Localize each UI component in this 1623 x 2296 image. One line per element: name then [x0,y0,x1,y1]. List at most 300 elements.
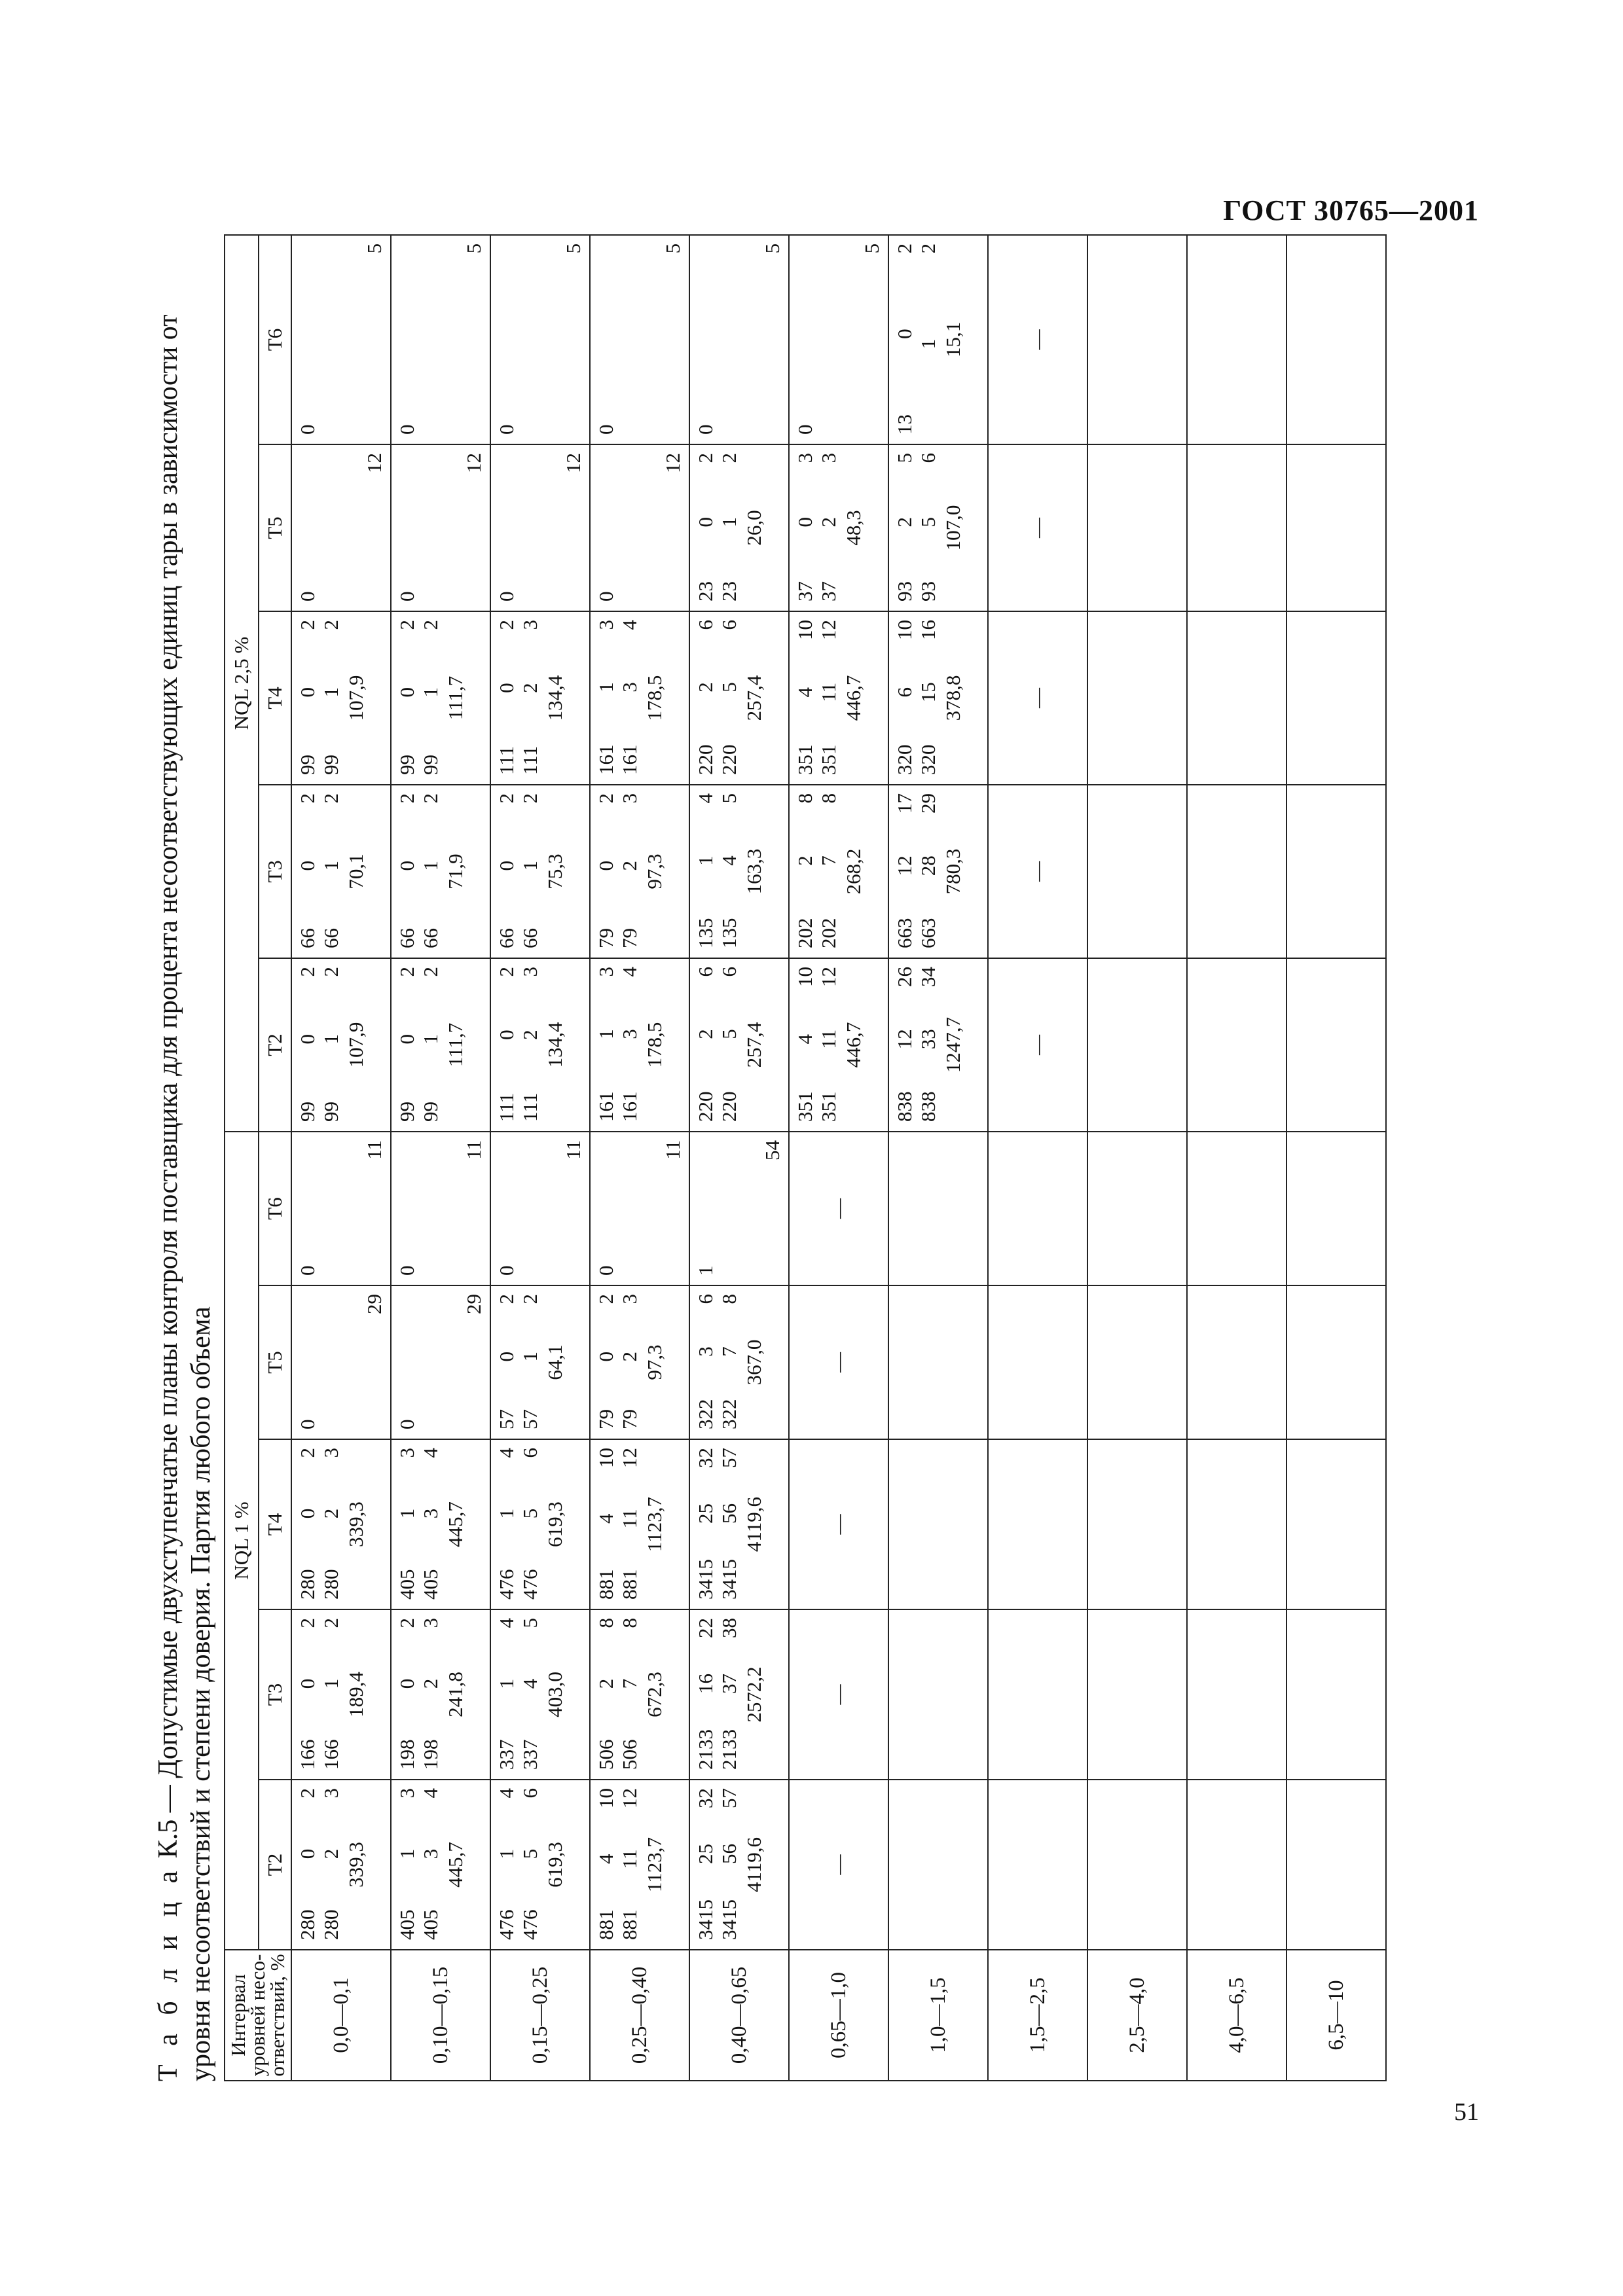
plan-value: 198 [419,1739,442,1770]
plan-value: 2 [594,1678,617,1689]
plan-cell [1087,1609,1187,1780]
plan-value: 0 [793,424,816,435]
plan-control-value: 26,0 [742,510,765,546]
plan-value: 5 [718,682,740,692]
no-plan-dash: — [827,1854,850,1875]
plan-value: 5 [519,1848,541,1859]
first-stage-line [495,1618,517,1770]
plan-cell [590,1609,689,1780]
plan-value: 1 [718,516,740,528]
plan-value: 2 [419,1678,442,1689]
plan-control-value: 64,1 [543,1344,566,1380]
first-stage-line [594,1294,617,1429]
plan-value: 11 [618,1509,641,1529]
plan-cell [888,1609,988,1780]
plan-value: 11 [817,1029,840,1049]
plan-value: 838 [893,1091,916,1122]
plan-value: 4 [718,855,740,866]
plan-value: 7 [618,1678,641,1689]
second-stage-line [519,1618,541,1770]
plan-value: 2 [618,860,641,871]
plan-value: 280 [296,1909,319,1940]
first-stage-line [594,1788,617,1940]
plan-value: 3 [395,1788,418,1799]
first-stage-line [893,620,915,775]
first-stage-line [694,1294,716,1429]
plan-value: 11 [363,1139,386,1160]
plan-value: 166 [319,1739,342,1770]
plan-cell [590,1132,689,1285]
sampling-plan [790,785,888,958]
plan-value: 3 [594,619,617,630]
plan-value: 16 [917,619,939,640]
plan-value: 34 [917,966,939,987]
plan-value: 28 [917,855,939,876]
sampling-plan [491,1780,589,1949]
plan-value: 5 [519,1508,541,1519]
plan-value: 405 [419,1569,442,1600]
plan-cell [391,785,490,958]
plan-value: 2 [694,682,717,692]
plan-value: 3415 [718,1559,740,1600]
first-stage-line [296,967,318,1122]
plan-cell [789,444,888,611]
plan-control-value: 15,1 [941,321,964,358]
plan-cell [490,444,590,611]
plan-value: 11 [661,1139,684,1160]
sampling-plan [292,1780,390,1949]
plan-value: 79 [594,1409,617,1429]
plan-cell [789,1132,888,1285]
plan-value: 111 [519,745,541,775]
plan-value: 1 [395,1848,418,1859]
first-stage-line [694,1788,716,1940]
plan-value: 2 [519,793,541,804]
plan-value: 10 [594,1448,617,1468]
plan-value: 8 [817,793,840,804]
plan-value: 12 [817,966,840,987]
plan-value: 4 [594,1513,617,1524]
plan-value: 2 [296,793,319,804]
plan-control-value: 70,1 [344,853,367,889]
plan-value: 166 [296,1739,319,1770]
second-stage-line [419,967,441,1122]
plan-value: 4 [419,1788,442,1799]
plan-value: 2 [395,966,418,977]
plan-value: 1 [419,1033,442,1045]
plan-value: 23 [694,581,717,601]
second-stage-line [618,1294,640,1429]
plan-value: 881 [594,1569,617,1600]
first-stage-line [694,1618,716,1770]
plan-value: 337 [519,1739,541,1770]
plan-value: 12 [893,855,916,876]
plan-cell [1286,785,1386,958]
plan-value: 111 [495,1092,518,1122]
sampling-plan [491,445,589,611]
plan-control-value: 189,4 [344,1672,367,1717]
plan-control-value: 257,4 [742,1022,765,1068]
plan-value: 5 [363,243,386,254]
sampling-plan [491,612,589,784]
no-plan-dash: — [827,1684,850,1705]
plan-control-value: 107,9 [344,1022,367,1068]
plan-value: 3 [419,1508,442,1519]
plan-value: 2 [495,1294,518,1304]
plan-value: 3 [419,1618,442,1628]
plan-value: 3 [519,966,541,977]
plan-value: 99 [319,1101,342,1122]
plan-value: 2 [296,619,319,630]
second-stage-line [519,620,541,775]
plan-value: 161 [594,744,617,775]
sampling-plan [491,1610,589,1779]
second-stage-line [917,453,939,601]
plan-value: 79 [618,927,641,948]
plan-value: 3 [618,1294,641,1304]
plan-cell [1187,611,1286,785]
second-stage-line [718,1788,740,1940]
sampling-plan [292,1286,390,1439]
plan-cell [1187,1609,1286,1780]
second-stage-line [319,1618,342,1770]
plan-value: 2 [817,516,840,528]
plan-value: 37 [718,1674,740,1694]
plan-value: 0 [594,1352,617,1362]
plan-value: 23 [718,581,740,601]
second-stage-line [618,793,640,948]
sampling-plan [690,236,788,444]
plan-value: 0 [395,1033,418,1045]
plan-cell [689,1780,789,1950]
plan-value: 6 [519,1448,541,1458]
plan-value: 2 [594,793,617,804]
plan-cell [590,611,689,785]
plan-control-value: 1123,7 [643,1837,666,1893]
plan-value: 1 [319,1033,342,1045]
plan-control-value: 111,7 [444,1022,467,1067]
plan-value: 56 [718,1503,740,1524]
plan-value: 0 [694,516,717,528]
plan-value: 351 [793,1091,816,1122]
plan-value: 3 [419,1848,442,1859]
plan-value: 11 [817,682,840,702]
table-row [590,235,689,2081]
plan-cell [291,1609,391,1780]
plan-value: 93 [893,581,916,601]
plan-value: 320 [917,744,939,775]
first-stage-line [793,620,816,775]
plan-value: 99 [296,1101,319,1122]
sampling-plan [292,1440,390,1609]
plan-cell [689,1609,789,1780]
second-stage-line [319,620,342,775]
interval-cell: 4,0—6,5 [1187,1950,1286,2081]
plan-value: 5 [761,243,784,254]
table-row [988,235,1087,2081]
no-plan-dash: — [827,1514,850,1535]
first-stage-line [594,1448,617,1600]
plan-value: 6 [694,966,717,977]
no-plan-dash: — [1026,687,1049,708]
first-stage-line [296,1448,318,1600]
plan-value: 6 [718,966,740,977]
plan-value: 0 [296,860,319,871]
plan-value: 2 [519,683,541,693]
plan-value: 1 [694,1265,717,1276]
plan-value: 0 [495,1265,518,1276]
plan-cell [391,1439,490,1609]
table-row [391,235,490,2081]
plan-value: 2 [319,793,342,804]
plan-value: 6 [519,1788,541,1799]
plan-control-value: 4119,6 [742,1496,765,1552]
second-stage-line [319,967,342,1122]
plan-value: 3415 [694,1899,717,1940]
sampling-plan [591,236,689,444]
plan-value: 881 [618,1909,641,1940]
plan-cell [590,235,689,444]
no-plan-dash: — [1026,329,1049,350]
plan-value: 351 [817,1091,840,1122]
plan-control-value: 134,4 [543,675,566,721]
second-stage-line [519,1788,541,1940]
plan-value: 405 [395,1909,418,1940]
plan-value: 2 [296,966,319,977]
plan-value: 5 [462,243,485,254]
plan-value: 220 [718,744,740,775]
plan-value: 4 [618,619,641,630]
plan-cell [1187,958,1286,1132]
sampling-plan [690,1286,788,1439]
second-stage-line [718,967,740,1122]
plan-control-value: 619,3 [543,1842,566,1888]
first-stage-line [694,453,716,601]
plan-cell [490,235,590,444]
plan-value: 1 [319,1678,342,1689]
plan-value: 1 [594,1029,617,1039]
plan-value: 1 [495,1678,518,1689]
plan-value: 29 [462,1294,485,1314]
plan-cell [988,1439,1087,1609]
first-stage-line [395,620,418,775]
interval-cell: 0,15—0,25 [490,1950,590,2081]
plan-control-value: 178,5 [643,675,666,721]
second-stage-line [319,793,342,948]
second-stage-line [519,967,541,1122]
sampling-plan [392,1132,490,1285]
table-row [888,235,988,2081]
interval-cell: 0,65—1,0 [789,1950,888,2081]
plan-value: 2 [395,793,418,804]
plan-value: 29 [363,1294,386,1314]
sampling-plan [889,612,987,784]
sampling-plan [591,1132,689,1285]
sampling-plan [491,1440,589,1609]
plan-cell [590,1285,689,1439]
plan-value: 280 [296,1569,319,1600]
page-number: 51 [1454,2098,1479,2126]
plan-value: 0 [594,1265,617,1276]
plan-cell [789,1780,888,1950]
plan-value: 0 [694,424,717,435]
plan-value: 12 [893,1029,916,1050]
plan-cell [789,611,888,785]
plan-value: 66 [395,927,418,948]
plan-control-value: 48,3 [842,510,865,546]
plan-value: 2 [893,243,916,254]
plan-value: 280 [319,1909,342,1940]
plan-value: 881 [594,1909,617,1940]
sampling-plan [491,1132,589,1285]
plan-cell [490,1132,590,1285]
plan-cell [1187,1439,1286,1609]
plan-value: 351 [817,744,840,775]
acceptance-plans-table [224,234,1387,2081]
second-stage-line [718,1448,740,1600]
sampling-plan [591,1780,689,1949]
column-header: T4 [259,1439,291,1609]
sampling-plan [690,1132,788,1285]
plan-value: 337 [495,1739,518,1770]
plan-cell [291,235,391,444]
plan-value: 4 [519,1678,541,1689]
plan-value: 1 [319,687,342,698]
plan-value: 26 [893,966,916,987]
second-stage-line [618,1618,640,1770]
plan-value: 135 [694,918,717,948]
plan-value: 11 [562,1139,585,1160]
plan-value: 161 [618,744,641,775]
plan-value: 13 [893,414,916,435]
plan-cell [988,1285,1087,1439]
plan-value: 12 [618,1448,641,1469]
plan-cell [1187,444,1286,611]
plan-value: 2 [296,1448,319,1458]
plan-cell [391,444,490,611]
plan-cell [490,611,590,785]
first-stage-line [694,620,716,775]
plan-value: 1 [519,860,541,871]
plan-value: 1 [395,1508,418,1519]
plan-value: 66 [419,927,442,948]
sampling-plan [790,236,888,444]
plan-cell [391,1609,490,1780]
plan-cell [988,235,1087,444]
no-plan-dash: — [827,1352,850,1372]
sampling-plan [690,1610,788,1779]
sampling-plan [889,445,987,611]
column-header: T3 [259,1609,291,1780]
plan-value: 93 [917,581,939,601]
second-stage-line [817,453,839,601]
plan-control-value: 403,0 [543,1672,566,1717]
plan-value: 37 [817,581,840,601]
plan-value: 12 [562,452,585,473]
plan-value: 0 [793,516,816,528]
plan-value: 320 [893,744,916,775]
plan-control-value: 178,5 [643,1022,666,1068]
sampling-plan [591,1286,689,1439]
plan-cell [1286,1132,1386,1285]
sampling-plan [889,236,987,444]
plan-value: 1 [694,855,717,866]
plan-value: 838 [917,1091,939,1122]
plan-value: 0 [495,424,518,435]
plan-value: 3 [694,1346,717,1357]
group-header-nql-1: NQL 1 % [225,1132,259,1950]
plan-control-value: 97,3 [643,1344,666,1380]
plan-value: 0 [594,860,617,871]
first-stage-line [495,1448,517,1600]
first-stage-line [395,1618,418,1770]
caption-text: К.5 — Допустимые двухступенчатые планы контроля поставщика для процента несоответствующих единиц тары в зависимости от уровня несоответствий и степени доверия. Партия любого объема [153,314,216,2081]
plan-value: 2 [718,452,740,463]
plan-control-value: 107,0 [941,505,964,551]
plan-value: 2 [319,1618,342,1628]
plan-value: 32 [694,1448,717,1468]
plan-value: 2 [296,1788,319,1799]
plan-value: 2 [917,243,939,254]
plan-value: 2 [519,1030,541,1040]
interval-header-line-2: уровней несо- [246,1954,269,2077]
plan-control-value: 445,7 [444,1842,467,1888]
plan-value: 2 [319,1848,342,1859]
column-header: T3 [259,785,291,958]
second-stage-line [618,620,640,775]
first-stage-line [893,453,915,601]
sampling-plan [690,612,788,784]
plan-value: 202 [817,918,840,948]
plan-value: 3 [618,1029,641,1039]
plan-value: 56 [718,1844,740,1864]
plan-value: 8 [793,793,816,804]
plan-cell [789,785,888,958]
plan-value: 57 [718,1448,740,1468]
first-stage-line [594,793,617,948]
sampling-plan [292,1610,390,1779]
plan-value: 202 [793,918,816,948]
plan-value: 0 [395,1419,418,1429]
plan-value: 2 [296,1618,319,1628]
plan-cell [1286,611,1386,785]
first-stage-line [893,793,915,948]
plan-cell [291,611,391,785]
sampling-plan [591,1440,689,1609]
plan-value: 7 [817,855,840,866]
interval-cell: 2,5—4,0 [1087,1950,1187,2081]
plan-value: 161 [594,1091,617,1122]
plan-value: 280 [319,1569,342,1600]
plan-value: 2 [594,1294,617,1304]
plan-value: 2 [495,966,518,977]
interval-cell: 0,0—0,1 [291,1950,391,2081]
plan-value: 0 [296,1848,319,1859]
first-stage-line [495,967,517,1122]
plan-value: 8 [618,1618,641,1628]
plan-value: 37 [793,581,816,601]
plan-control-value: 163,3 [742,848,765,895]
plan-value: 12 [462,452,485,473]
plan-value: 0 [893,329,916,339]
sampling-plan [591,612,689,784]
plan-cell [1286,1609,1386,1780]
plan-value: 66 [519,927,541,948]
plan-value: 111 [495,745,518,775]
plan-cell [590,1780,689,1950]
interval-cell: 6,5—10 [1286,1950,1386,2081]
plan-cell [988,1132,1087,1285]
